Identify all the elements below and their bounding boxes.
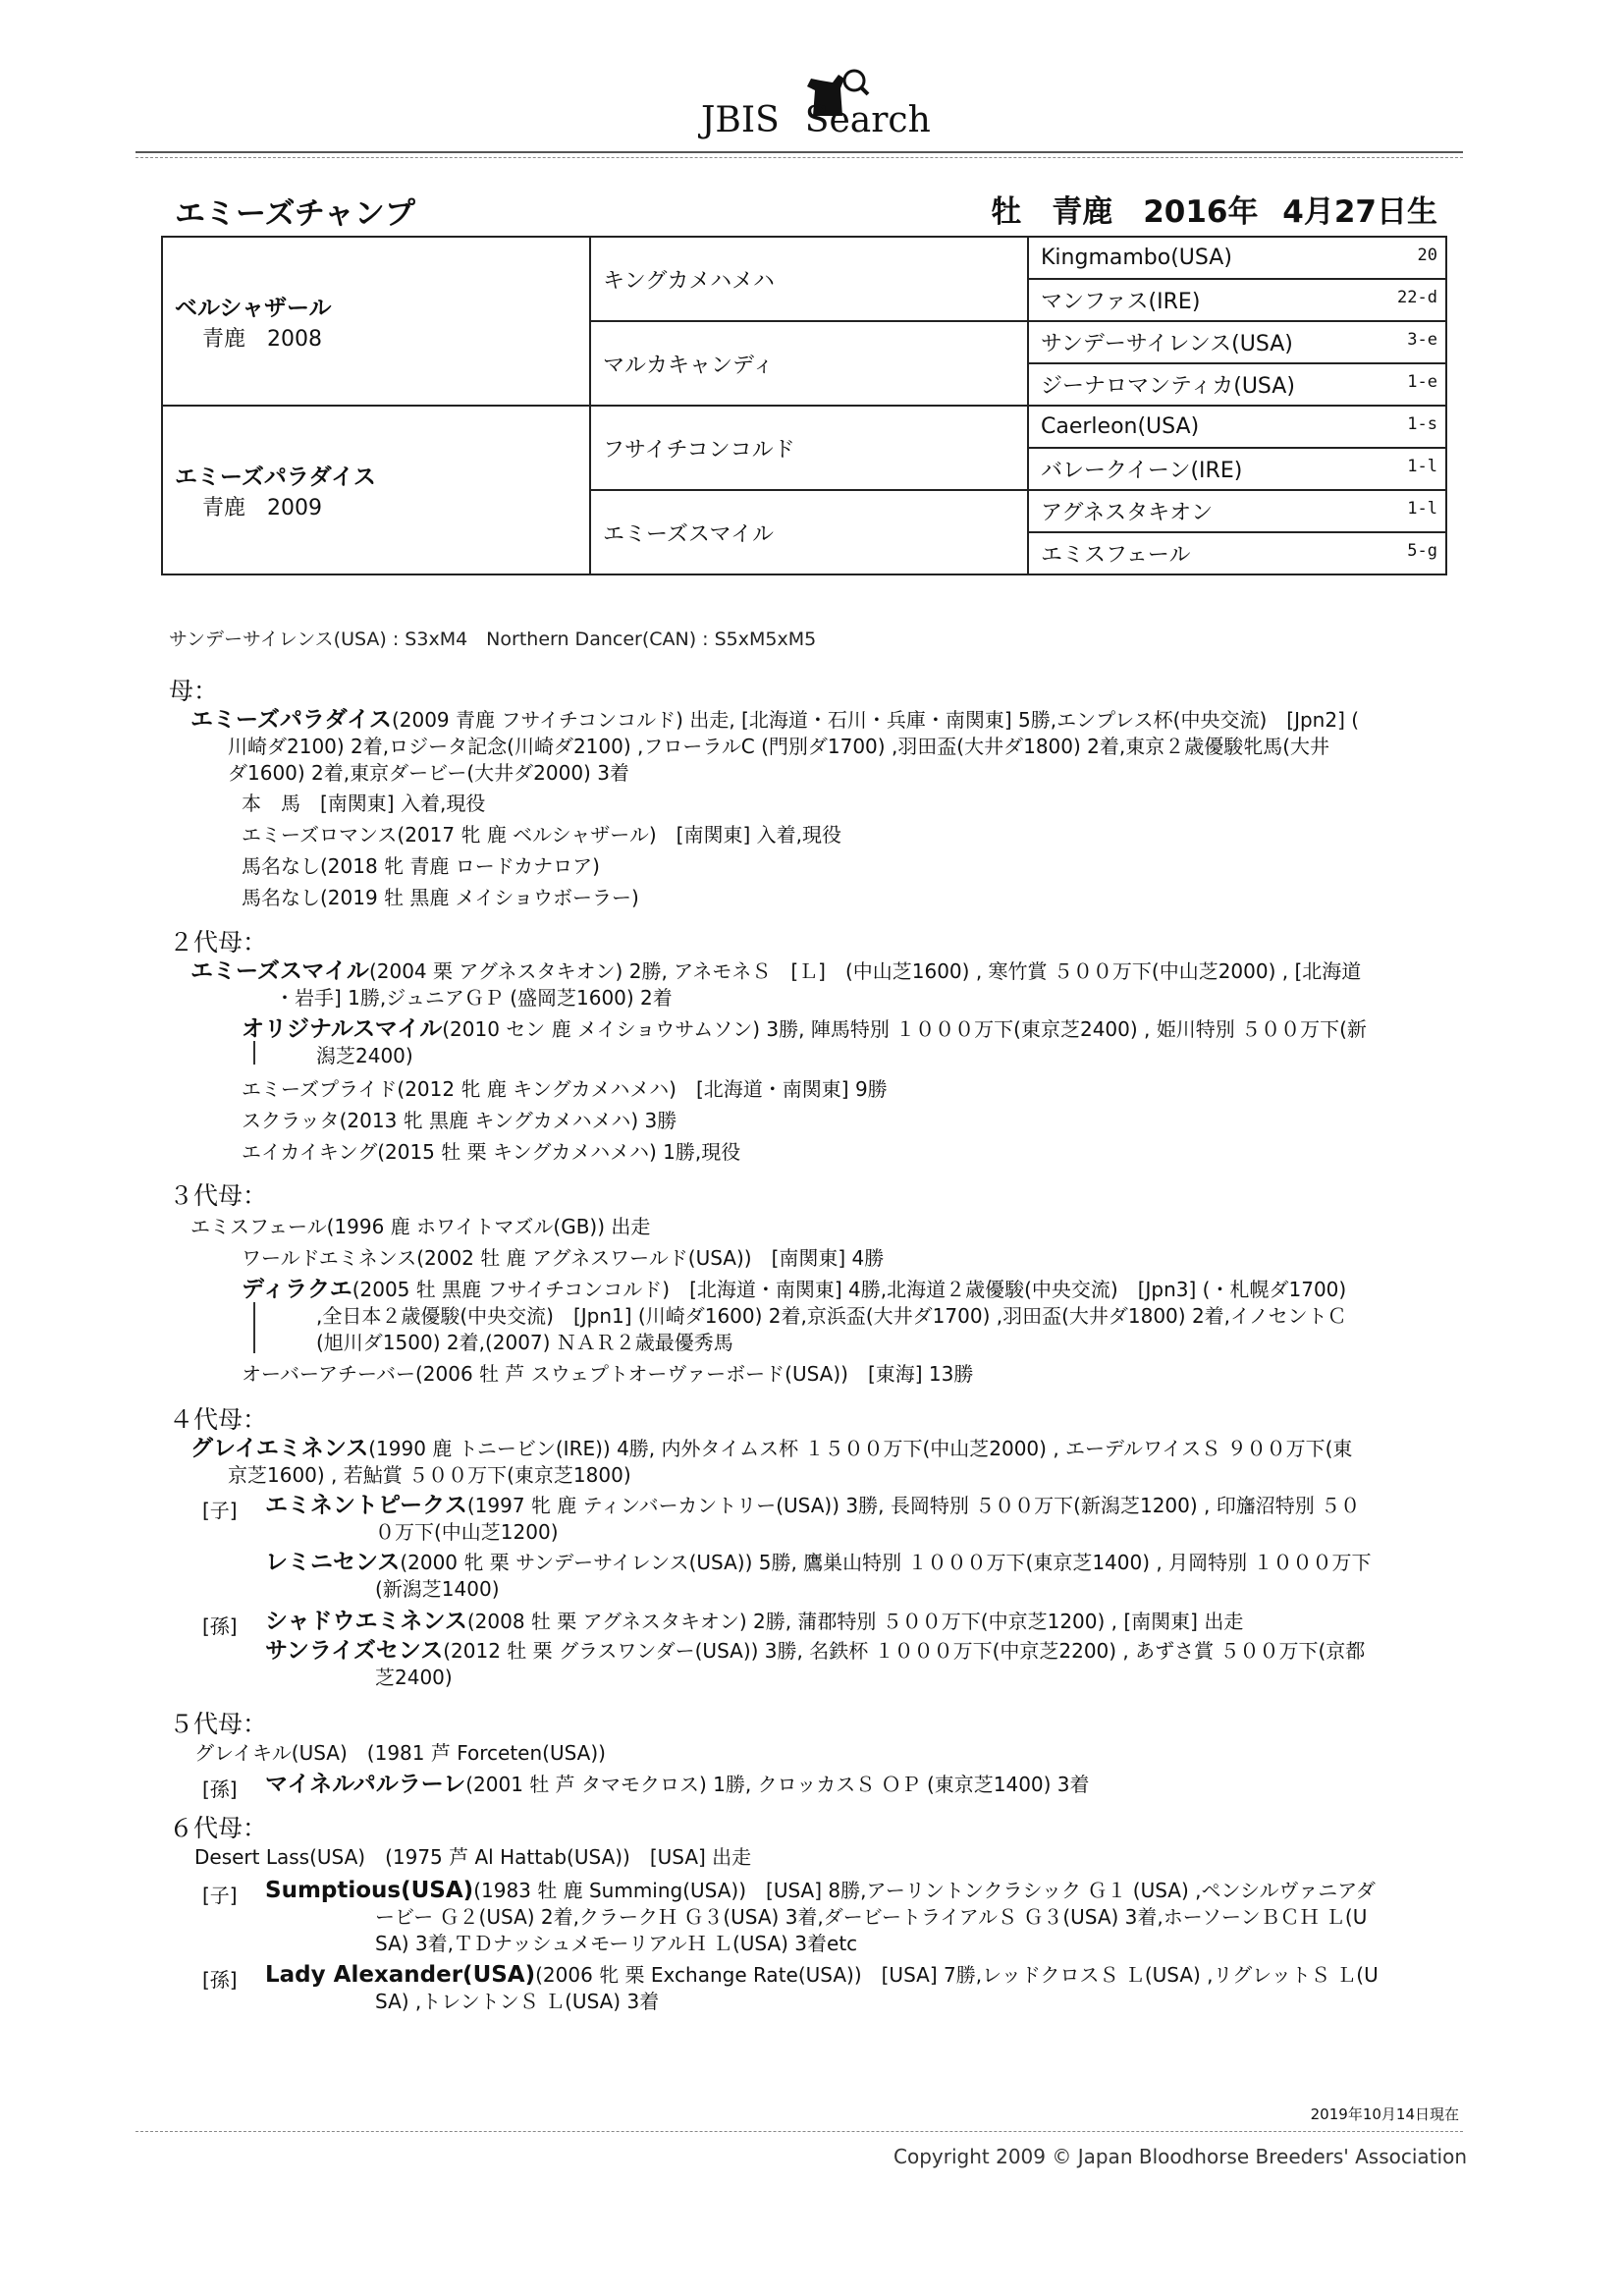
pedigree-gen3-cell: マンファス(IRE) 22-d: [1028, 279, 1446, 321]
offspring-line-cont: SA) ,トレントンＳ Ｌ(USA) 3着: [375, 1990, 660, 2013]
family-number: 1-l: [1407, 457, 1437, 476]
copyright: Copyright 2009 © Japan Bloodhorse Breeders' Association: [893, 2145, 1467, 2168]
offspring-line: Lady Alexander(USA)(2006 牝 栗 Exchange Rate(USA)) [USA] 7勝,レッドクロスＳ Ｌ(USA) ,リグレットＳ Ｌ(U: [265, 1962, 1379, 1988]
header-rule-2: [135, 157, 1463, 158]
header-rule: [135, 151, 1463, 153]
dam-line-cont: 川崎ダ2100) 2着,ロジータ記念(川崎ダ2100) ,フローラルC (門別ダ1700) ,羽田盃(大井ダ1800) 2着,東京２歳優駿牝馬(大井: [228, 735, 1330, 758]
4th-dam-line-cont: 京芝1600) , 若鮎賞 ５００万下(東京芝1800): [228, 1463, 631, 1487]
offspring-line-cont: ,全日本２歳優駿(中央交流) [Jpn1] (川崎ダ1600) 2着,京浜盃(大井ダ1700) ,羽田盃(大井ダ1800) 2着,イノセントＣ: [316, 1304, 1347, 1328]
logo-text: JBIS Search: [701, 100, 931, 140]
4th-dam-line: グレイエミネンス(1990 鹿 トニービン(IRE)) 4勝, 内外タイムス杯 １５００万下(中山芝2000) , エーデルワイスＳ ９００万下(東: [190, 1436, 1353, 1461]
family-number: 3-e: [1407, 330, 1437, 350]
offspring-line-cont: (旭川ダ1500) 2着,(2007) ＮＡＲ２歳最優秀馬: [316, 1331, 733, 1354]
offspring-line: エイカイキング(2015 牡 栗 キングカメハメハ) 1勝,現役: [242, 1140, 741, 1164]
dam-line-cont: ダ1600) 2着,東京ダービー(大井ダ2000) 3着: [228, 761, 629, 785]
offspring-line: Sumptious(USA)(1983 牡 鹿 Summing(USA)) [USA] 8勝,アーリントンクラシック Ｇ１ (USA) ,ペンシルヴァニアダ: [265, 1878, 1376, 1903]
offspring-line: エミーズロマンス(2017 牝 鹿 ベルシャザール) [南関東] 入着,現役: [242, 823, 841, 847]
3rd-dam-line: エミスフェール(1996 鹿 ホワイトマズル(GB)) 出走: [190, 1215, 651, 1238]
offspring-line: スクラッタ(2013 牝 黒鹿 キングカメハメハ) 3勝: [242, 1109, 677, 1132]
pedigree-gen3-cell: Caerleon(USA) 1-s: [1028, 406, 1446, 448]
offspring-line: レミニセンス(2000 牝 栗 サンデーサイレンス(USA)) 5勝, 鷹巣山特別 １０００万下(東京芝1400) , 月岡特別 １０００万下: [265, 1550, 1372, 1575]
offspring-line: エミネントピークス(1997 牝 鹿 ティンバーカントリー(USA)) 3勝, 長岡特別 ５００万下(新潟芝1200) , 印旛沼特別 ５０: [265, 1493, 1361, 1518]
offspring-line: ディラクエ(2005 牡 黒鹿 フサイチコンコルド) [北海道・南関東] 4勝,北海道２歳優駿(中央交流) [Jpn3] (・札幌ダ1700): [242, 1277, 1347, 1302]
family-number: 5-g: [1407, 541, 1437, 561]
sire-name: ベルシャザール: [175, 296, 332, 321]
family-number: 1-e: [1407, 372, 1437, 392]
dam-cell: [162, 406, 590, 574]
pedigree-gen3-cell: バレークイーン(IRE) 1-l: [1028, 448, 1446, 490]
as-of-date: 2019年10月14日現在: [1310, 2105, 1459, 2123]
footer-rule: [135, 2131, 1463, 2132]
offspring-line-cont: ０万下(中山芝1200): [375, 1520, 559, 1544]
dam-sire-cell: フサイチコンコルド: [590, 406, 1028, 490]
offspring-connector: [253, 1302, 255, 1353]
offspring-line: 馬名なし(2018 牝 青鹿 ロードカナロア): [242, 854, 600, 878]
family-number: 1-s: [1407, 414, 1437, 434]
pedigree-gen3-cell: エミスフェール 5-g: [1028, 532, 1446, 574]
offspring-line: シャドウエミネンス(2008 牡 栗 アグネスタキオン) 2勝, 蒲郡特別 ５００万下(中京芝1200) , [南関東] 出走: [265, 1609, 1244, 1634]
granddam-line-cont: ・岩手] 1勝,ジュニアＧＰ (盛岡芝1600) 2着: [275, 986, 673, 1010]
family-number: 20: [1417, 246, 1437, 265]
offspring-line: 馬名なし(2019 牡 黒鹿 メイショウボーラー): [242, 886, 639, 909]
offspring-line: ワールドエミネンス(2002 牡 鹿 アグネスワールド(USA)) [南関東] 4勝: [242, 1246, 885, 1270]
sire-sire-cell: キングカメハメハ: [590, 237, 1028, 321]
grandchild-tag: [孫]: [202, 1968, 238, 1992]
jbis-search-logo: [695, 61, 950, 147]
dam-detail: 青鹿 2009: [202, 496, 322, 520]
offspring-connector: [253, 1041, 255, 1065]
section-granddam-heading: ２代母：: [169, 928, 268, 957]
inbreeding-info: サンデーサイレンス(USA) : S3xM4 Northern Dancer(CAN) : S5xM5xM5: [169, 629, 817, 650]
offspring-line-cont: ービー Ｇ２(USA) 2着,クラークＨ Ｇ３(USA) 3着,ダービートライアルＳ Ｇ３(USA) 3着,ホーソーンＢＣＨ Ｌ(U: [375, 1905, 1368, 1929]
offspring-line: オリジナルスマイル(2010 セン 鹿 メイショウサムソン) 3勝, 陣馬特別 １０００万下(東京芝2400) , 姫川特別 ５００万下(新: [242, 1016, 1367, 1042]
pedigree-gen3-cell: ジーナロマンティカ(USA) 1-e: [1028, 363, 1446, 406]
offspring-line: 本 馬 [南関東] 入着,現役: [242, 792, 486, 815]
section-6th-dam-heading: ６代母：: [169, 1814, 268, 1842]
family-number: 1-l: [1407, 499, 1437, 519]
child-tag: [子]: [202, 1884, 238, 1907]
sire-detail: 青鹿 2008: [202, 327, 322, 352]
pedigree-gen3-cell: アグネスタキオン 1-l: [1028, 490, 1446, 532]
section-dam-heading: 母：: [169, 677, 219, 705]
offspring-line-cont: 芝2400): [375, 1666, 453, 1689]
offspring-line: オーバーアチーバー(2006 牡 芦 スウェプトオーヴァーボード(USA)) [東海] 13勝: [242, 1362, 974, 1386]
dam-line: エミーズパラダイス(2009 青鹿 フサイチコンコルド) 出走, [北海道・石川・兵庫・南関東] 5勝,エンプレス杯(中央交流) [Jpn2] (: [190, 707, 1360, 733]
sire-dam-cell: マルカキャンディ: [590, 321, 1028, 406]
child-tag: [子]: [202, 1499, 238, 1522]
pedigree-table: [161, 236, 1447, 575]
offspring-line: サンライズセンス(2012 牡 栗 グラスワンダー(USA)) 3勝, 名鉄杯 １０００万下(中京芝2200) , あずさ賞 ５００万下(京都: [265, 1638, 1366, 1664]
dam-name: エミーズパラダイス: [175, 465, 376, 490]
family-number: 22-d: [1397, 288, 1437, 307]
offspring-line-cont: 潟芝2400): [316, 1044, 413, 1067]
section-3rd-dam-heading: ３代母：: [169, 1181, 268, 1210]
section-4th-dam-heading: ４代母：: [169, 1405, 268, 1434]
offspring-line-cont: (新潟芝1400): [375, 1577, 500, 1601]
dam-dam-cell: エミーズスマイル: [590, 490, 1028, 574]
horse-name: エミーズチャンプ: [175, 196, 415, 232]
granddam-line: エミーズスマイル(2004 栗 アグネスタキオン) 2勝, アネモネＳ [Ｌ] (中山芝1600) , 寒竹賞 ５００万下(中山芝2000) , [北海道: [190, 958, 1362, 984]
grandchild-tag: [孫]: [202, 1777, 238, 1801]
section-5th-dam-heading: ５代母：: [169, 1710, 268, 1738]
pedigree-gen3-cell: サンデーサイレンス(USA) 3-e: [1028, 321, 1446, 363]
offspring-line: エミーズプライド(2012 牝 鹿 キングカメハメハ) [北海道・南関東] 9勝: [242, 1077, 888, 1101]
offspring-line: マイネルパルラーレ(2001 牡 芦 タマモクロス) 1勝, クロッカスＳ ＯＰ (東京芝1400) 3着: [265, 1772, 1090, 1797]
horse-info: 牡 青鹿 2016年 4月27日生: [991, 194, 1437, 230]
grandchild-tag: [孫]: [202, 1614, 238, 1638]
sire-cell: [162, 237, 590, 406]
5th-dam-line: グレイキル(USA) (1981 芦 Forceten(USA)): [194, 1741, 606, 1765]
6th-dam-line: Desert Lass(USA) (1975 芦 Al Hattab(USA)) [USA] 出走: [194, 1845, 752, 1869]
offspring-line-cont: SA) 3着,ＴＤナッシュメモーリアルＨ Ｌ(USA) 3着etc: [375, 1932, 858, 1955]
pedigree-gen3-cell: Kingmambo(USA) 20: [1028, 237, 1446, 279]
